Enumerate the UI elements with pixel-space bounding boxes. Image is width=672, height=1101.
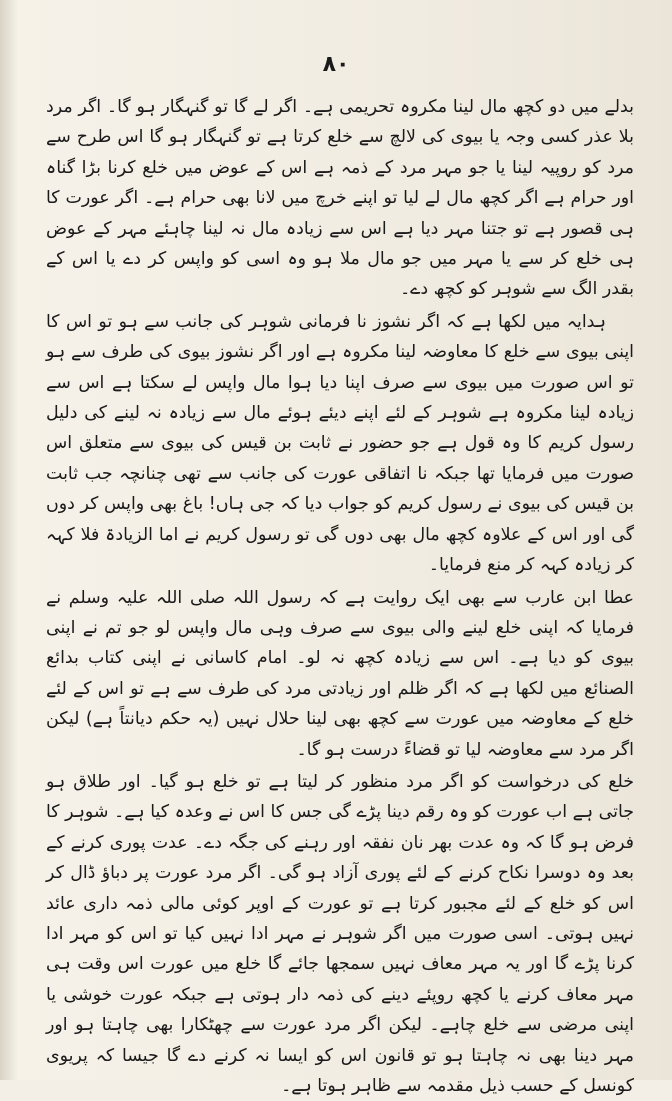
paragraph-2: ہدایہ میں لکھا ہے کہ اگر نشوز نا فرمانی شوہر کی جانب سے ہو تو اس کا اپنی بیوی سے خلع کا معاوضہ لینا مکروہ ہے اور اگر نشوز بیوی کی طرف سے ہو تو اس صورت میں بیوی سے صرف اپنا دیا ہوا مال واپس لے سکتا ہے اس سے زیادہ لینا مکروہ ہے شوہر کے لئے اپنے دیئے ہوئے مال سے زیادہ نہ لینے کی دلیل رسول کریم کا وہ قول ہے جو حضور نے ثابت بن قیس کی بیوی سے متعلق اس صورت میں فرمایا تھا جبکہ نا اتفاقی عورت کی جانب سے تھی چنانچہ جب ثابت بن قیس کی بیوی نے رسول کریم کو جواب دیا کہ جی ہاں! باغ بھی واپس کر دوں گی اور اس کے علاوہ کچھ مال بھی دوں گی تو رسول کریم نے اما الزیادۃ فلا کہہ کر زیادہ کہہ کر منع فرمایا۔ (46, 311, 634, 576)
paragraph-4: خلع کی درخواست کو اگر مرد منظور کر لیتا ہے تو خلع ہو گیا۔ اور طلاق ہو جاتی ہے اب عورت کو وہ رقم دینا پڑے گی جس کا اس نے وعدہ کیا ہے۔ شوہر کا فرض ہو گا کہ وہ عدت بھر نان نفقہ اور رہنے کی جگہ دے۔ عدت پوری کرنے کے بعد وہ دوسرا نکاح کرنے کے لئے پوری آزاد ہو گی۔ اگر مرد عورت پر دباؤ ڈال کر اس کو خلع کے لئے مجبور کرتا ہے تو عورت کے اوپر کوئی مالی ذمہ داری عائد نہیں ہوتی۔ اسی صورت میں اگر شوہر نے مہر ادا نہیں کیا تو اس کو مہر ادا کرنا پڑے گا اور یہ مہر معاف نہیں سمجھا جائے گا خلع میں عورت اس وقت ہی مہر معاف کرنے یا کچھ روپئے دینے کی ذمہ دار ہوتی ہے جبکہ عورت خوشی یا اپنی مرضی سے خلع چاہے۔ لیکن اگر مرد عورت سے چھٹکارا بھی چاہتا ہو اور مہر دینا بھی نہ چاہتا ہو تو قانون اس کو ایسا نہ کرنے دے گا جیسا کہ پریوی کونسل کے حسب ذیل مقدمہ سے ظاہر ہوتا ہے۔ (46, 771, 634, 1096)
paragraph-1: بدلے میں دو کچھ مال لینا مکروہ تحریمی ہے۔ اگر لے گا تو گنہگار ہو گا۔ اگر مرد بلا عذر کسی وجہ یا بیوی کی لالچ سے خلع کرتا ہے تو گنہگار ہو گا اس طرح سے مرد کو روپیہ لینا یا جو مہر مرد کے ذمہ ہے اس کے عوض میں خلع کرنا بڑا گناہ اور حرام ہے اگر کچھ مال لے لیا تو اپنے خرچ میں لانا بھی حرام ہے۔ اگر عورت کا ہی قصور ہے تو جتنا مہر دیا ہے اس سے زیادہ مال نہ لینا چاہئے مہر کے عوض ہی خلع کر سے یا مہر میں جو مال ملا ہو وہ اسی کو واپس کر دے یا اس کے بقدر الگ سے شوہر کو کچھ دے۔ (46, 97, 634, 300)
page-body (46, 92, 634, 1096)
page-number: ۸۰ (322, 52, 350, 77)
paragraph-3: عطا ابن عارب سے بھی ایک روایت ہے کہ رسول اللہ صلی اللہ علیہ وسلم نے فرمایا کہ اپنی خلع لینے والی بیوی سے صرف وہی مال واپس لو جو تم نے اپنی بیوی کو دیا ہے۔ اس سے زیادہ کچھ نہ لو۔ امام کاسانی نے اپنی کتاب بدائع الصنائع میں لکھا ہے کہ اگر ظلم اور زیادتی مرد کی طرف سے ہے تو اس کے لئے خلع کے معاوضہ میں عورت سے کچھ بھی لینا حلال نہیں (یہ حکم دیانتاً ہے) لیکن اگر مرد سے معاوضہ لیا تو قضاءً درست ہو گا۔ (46, 587, 634, 760)
